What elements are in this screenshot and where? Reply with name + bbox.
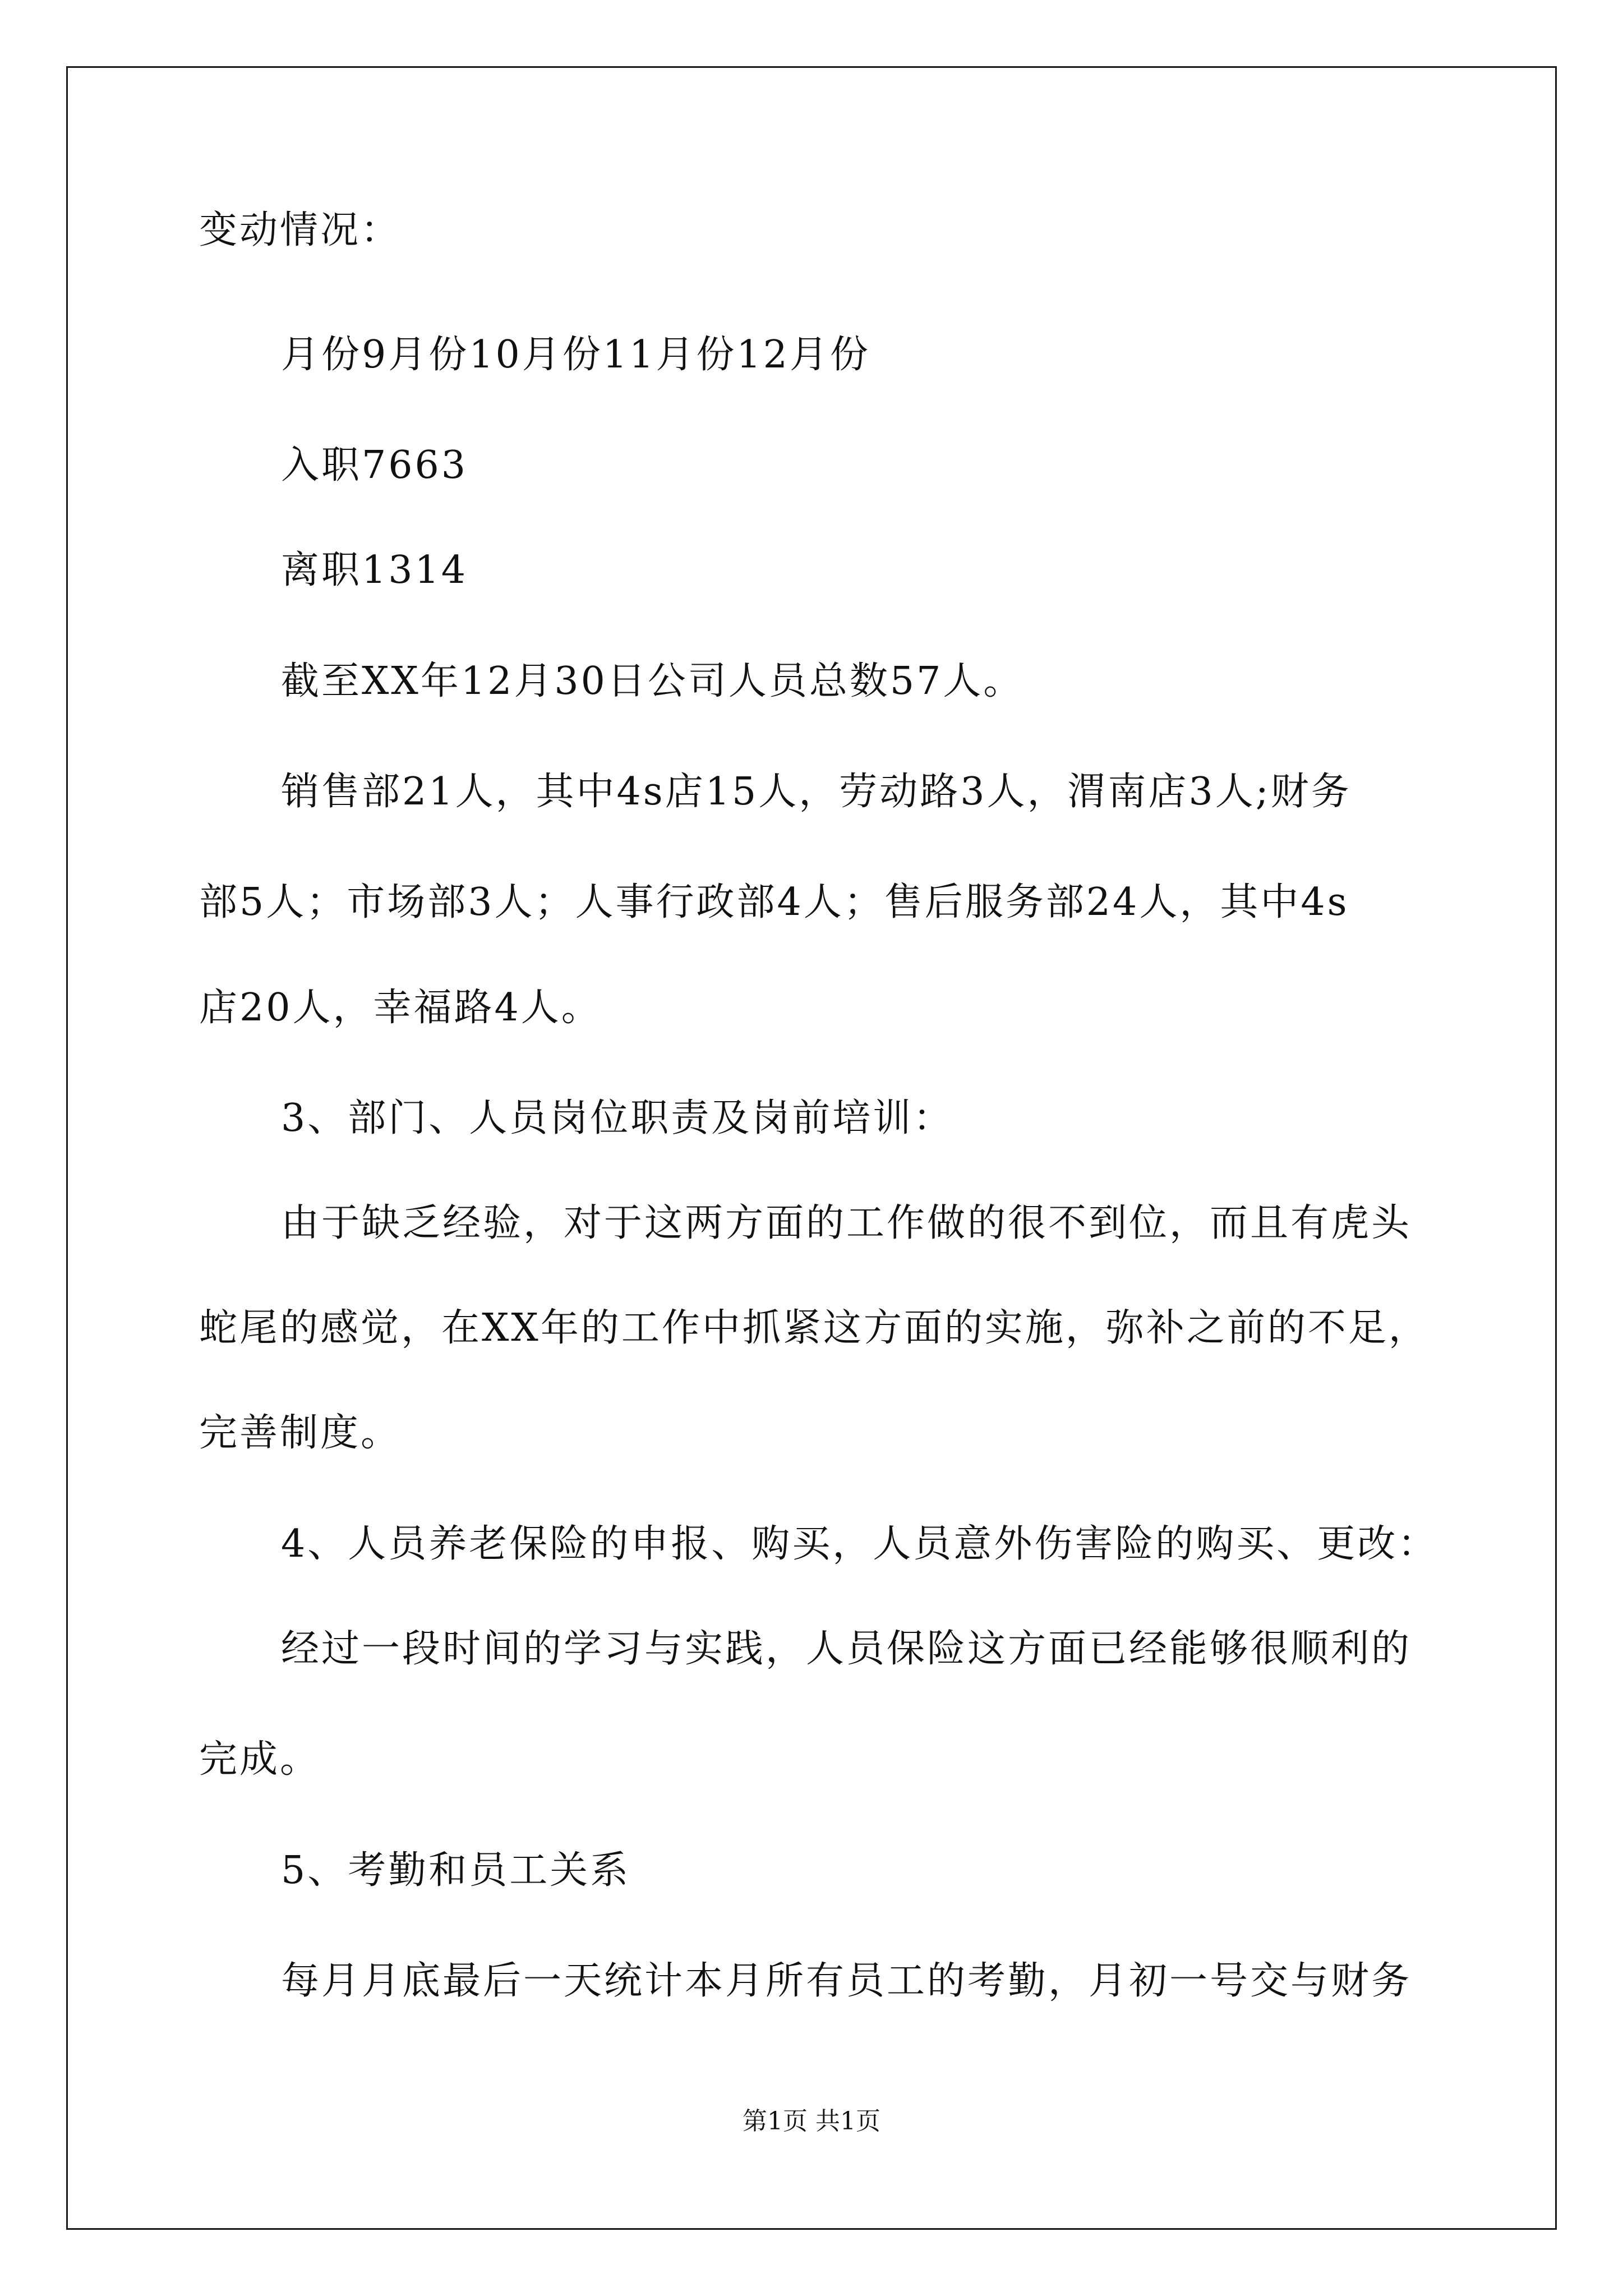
page-border <box>66 66 1557 2230</box>
text-line: 截至XX年12月30日公司人员总数57人。 <box>281 659 1024 703</box>
text-line: 月份9月份10月份11月份12月份 <box>281 333 870 377</box>
text-line: 销售部21人，其中4s店15人，劳动路3人，渭南店3人;财务 <box>281 770 1352 814</box>
text-line: 由于缺乏经验，对于这两方面的工作做的很不到位，而且有虎头 <box>281 1201 1412 1245</box>
text-line: 4、人员养老保险的申报、购买，人员意外伤害险的购买、更改： <box>281 1522 1438 1566</box>
text-line: 经过一段时间的学习与实践，人员保险这方面已经能够很顺利的 <box>281 1627 1412 1671</box>
text-line: 完成。 <box>199 1737 321 1782</box>
text-line: 离职1314 <box>281 548 468 592</box>
text-line: 3、部门、人员岗位职责及岗前培训： <box>281 1096 954 1140</box>
text-line: 5、考勤和员工关系 <box>281 1848 631 1893</box>
text-line: 变动情况： <box>199 208 402 252</box>
text-line: 完善制度。 <box>199 1411 402 1455</box>
page-footer: 第1页 共1页 <box>743 2107 880 2136</box>
text-line: 入职7663 <box>281 443 468 487</box>
text-line: 蛇尾的感觉，在XX年的工作中抓紧这方面的实施，弥补之前的不足， <box>199 1306 1429 1350</box>
text-line: 部5人；市场部3人；人事行政部4人；售后服务部24人，其中4s <box>199 880 1349 924</box>
text-line: 店20人，幸福路4人。 <box>199 986 602 1030</box>
text-line: 每月月底最后一天统计本月所有员工的考勤，月初一号交与财务 <box>281 1959 1412 2003</box>
